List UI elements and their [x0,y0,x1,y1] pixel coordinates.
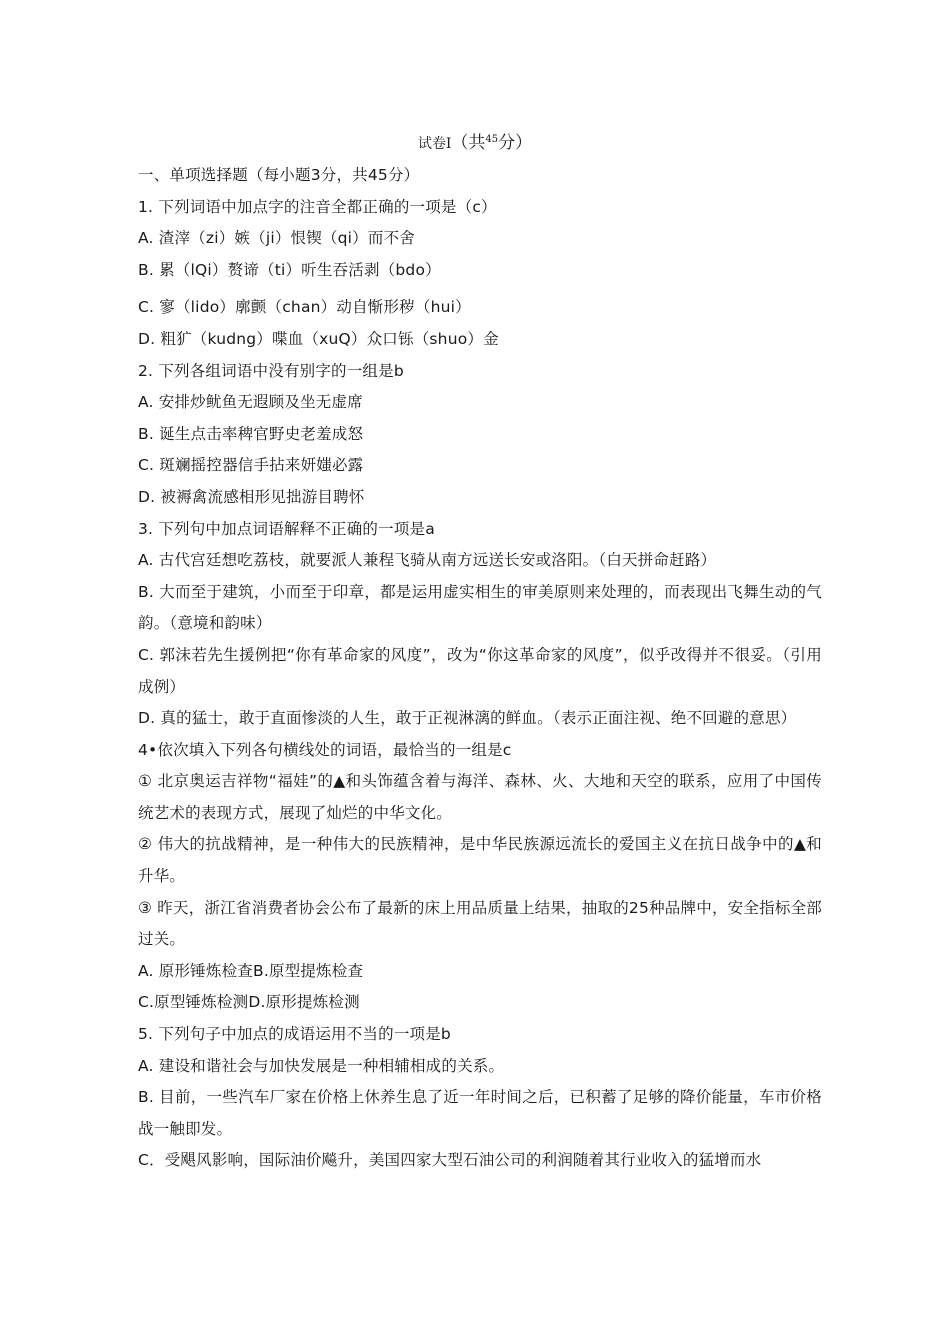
question-4-sentence-1: ① 北京奥运吉祥物“福娃”的▲和头饰蕴含着与海洋、森林、火、大地和天空的联系，应用了中国传统艺术的表现方式，展现了灿烂的中华文化。 [138,772,822,822]
document-body [138,160,822,1177]
question-1-option-a: A. 渣滓（zi）嫉（ji）恨锲（qi）而不舍 [138,229,415,248]
question-3: 3. 下列句中加点词语解释不正确的一项是a [138,519,435,538]
question-5-option-c: C．受飓风影响，国际油价飚升，美国四家大型石油公司的利润随着其行业收入的猛增而水 [138,1151,762,1170]
question-1-option-b: B. 累（lQi）赘谛（ti）听生吞活剥（bdo） [138,260,441,279]
question-2-option-d: D. 被褥禽流感相形见拙游目聘怀 [138,487,365,506]
question-2-option-c: C. 斑斓摇控器信手拈来妍媸必露 [138,456,364,475]
title-close: 分） [498,133,533,153]
title-prefix: 试卷I [417,136,452,152]
question-2-option-b: B. 诞生点击率稗官野史老羞成怒 [138,424,364,443]
question-5-option-a: A. 建设和谐社会与加快发展是一种相辅相成的关系。 [138,1056,505,1075]
question-4-options-ab: A. 原形锤炼检查B.原型提炼检查 [138,961,364,980]
question-2: 2. 下列各组词语中没有别字的一组是b [138,361,404,380]
page-title [0,128,950,156]
question-3-option-b: B. 大而至于建筑，小而至于印章，都是运用虚实相生的审美原则来处理的，而表现出飞舞生动的气韵。（意境和韵味） [138,582,822,633]
title-score: 45 [485,134,499,145]
question-5-option-b: B. 目前，一些汽车厂家在价格上休养生息了近一年时间之后，已积蓄了足够的降价能量，车市价格战一触即发。 [138,1088,822,1138]
question-5: 5. 下列句子中加点的成语运用不当的一项是b [138,1025,451,1044]
question-2-option-a: A. 安排炒鱿鱼无遐顾及坐无虚席 [138,393,363,412]
question-4-options-cd: C.原型锤炼检测D.原形提炼检测 [138,993,360,1012]
question-4-sentence-3: ③ 昨天，浙江省消费者协会公布了最新的床上用品质量上结果，抽取的25种品牌中，安全指标全部过关。 [138,898,822,949]
question-1: 1. 下列词语中加点字的注音全都正确的一项是（c） [138,197,497,216]
question-1-option-d: D. 粗犷（kudng）喋血（xuQ）众口铄（shuo）金 [138,329,499,348]
question-3-option-c: C. 郭沫若先生援例把“你有革命家的风度”，改为“你这革命家的风度”，似乎改得并不很妥。（引用成例） [138,645,822,696]
section-heading: 一、单项选择题（每小题3分，共45分） [138,166,420,184]
question-4-sentence-2: ② 伟大的抗战精神，是一种伟大的民族精神，是中华民族源远流长的爱国主义在抗日战争中的▲和升华。 [138,835,822,886]
question-3-option-d: D. 真的猛士，敢于直面惨淡的人生，敢于正视淋漓的鲜血。（表示正面注视、绝不回避的意思） [138,709,797,728]
question-1-option-c: C. 寥（lido）廓颤（chan）动自惭形秽（hui） [138,298,471,317]
title-open: （共 [451,133,486,153]
question-4: 4•依次填入下列各句横线处的词语，最恰当的一组是c [138,740,512,759]
question-3-option-a: A. 古代宫廷想吃荔枝，就要派人兼程飞骑从南方远送长安或洛阳。（白天拼命赶路） [138,551,717,570]
